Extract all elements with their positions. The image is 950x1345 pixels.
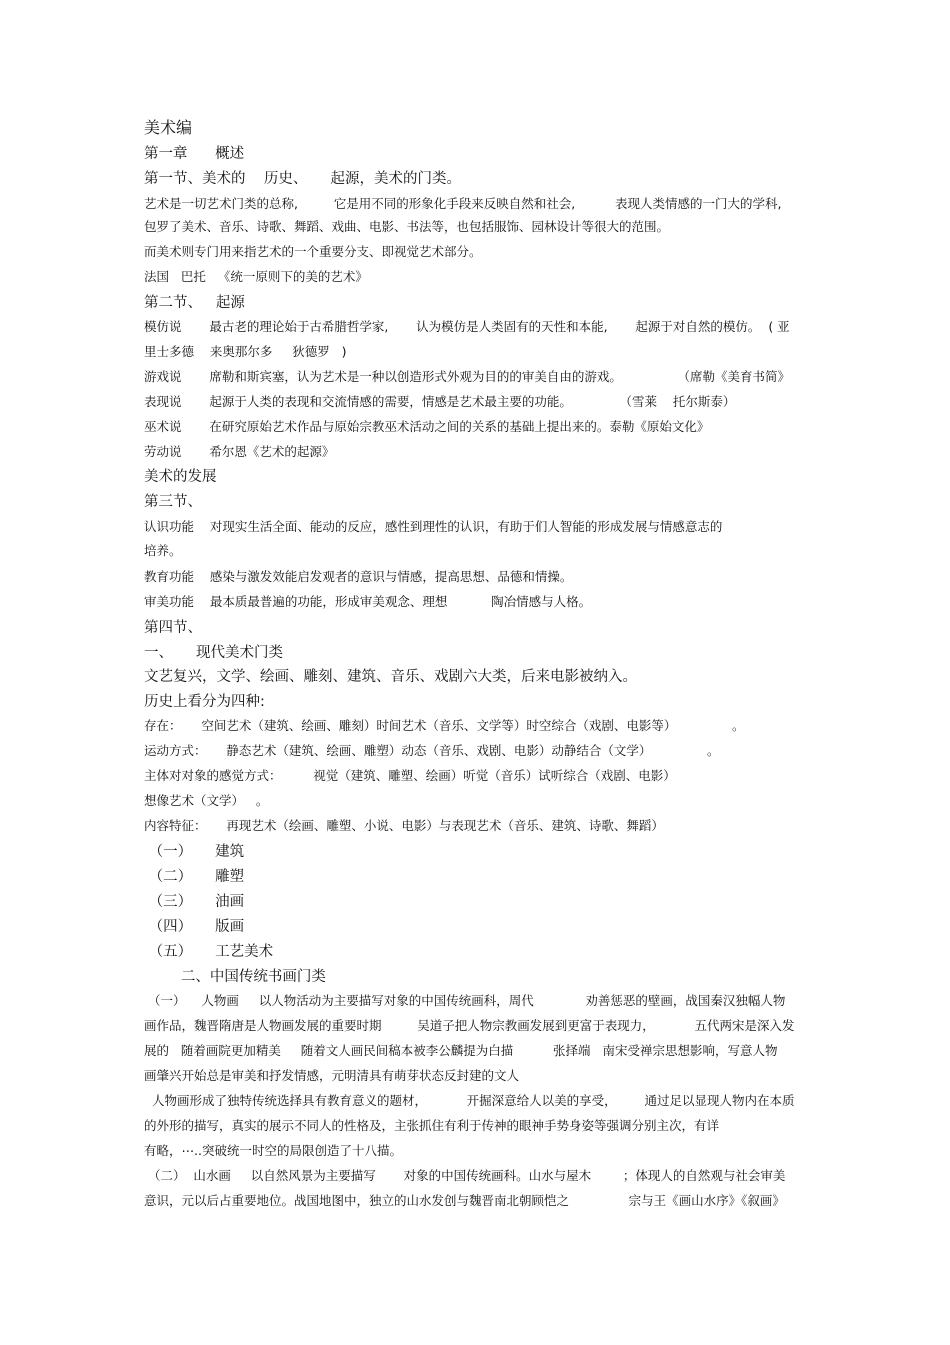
paragraph-line: 主体对对象的感觉方式： 视觉（建筑、雕塑、绘画）听觉（音乐）试听综合（戏剧、电影） xyxy=(144,768,676,783)
paragraph-line: 法国 巴托 《统一原则下的美的艺术》 xyxy=(144,269,368,284)
section-heading: 二、中国传统书画门类 xyxy=(144,969,326,985)
paragraph-line: （一） 人物画 以人物活动为主要描写对象的中国传统画科，周代 劝善惩恶的壁画，战国秦汉独幅人物 xyxy=(144,993,786,1008)
paragraph-line: 模仿说 最古老的理论始于古希腊哲学家, 认为模仿是人类固有的天性和本能, 起源于对自然的模仿。 ( 亚 xyxy=(144,319,790,334)
paragraph-line: 内容特征： 再现艺术（绘画、雕塑、小说、电影）与表现艺术（音乐、建筑、诗歌、舞蹈） xyxy=(144,818,664,833)
list-item: （四） 版画 xyxy=(144,919,245,935)
list-item: （二） 雕塑 xyxy=(144,869,245,885)
paragraph-line: 包罗了美术、音乐、诗歌、舞蹈、戏曲、电影、书法等，也包括服饰、园林设计等很大的范围。 xyxy=(144,219,670,234)
paragraph-line: 认识功能 对现实生活全面、能动的反应，感性到理性的认识，有助于们人智能的形成发展与情感意志的 xyxy=(144,519,723,534)
paragraph-line: 画作品，魏晋隋唐是人物画发展的重要时期 吴道子把人物宗教画发展到更富于表现力， 五代两宋是深入发 xyxy=(144,1018,795,1033)
paragraph-line: 存在： 空间艺术（建筑、绘画、雕刻）时间艺术（音乐、文学等）时空综合（戏剧、电影等） 。 xyxy=(144,718,745,733)
section-heading: 第一节、美术的 历史、 起源，美术的门类。 xyxy=(144,171,461,187)
paragraph-line: （二） 山水画 以自然风景为主要描写 对象的中国传统画科。山水与屋木 ；体现人的自然观与社会审美 xyxy=(144,1168,786,1183)
paragraph-line: 运动方式： 静态艺术（建筑、绘画、雕塑）动态（音乐、戏剧、电影）动静结合（文学） 。 xyxy=(144,743,720,758)
paragraph-line: 表现说 起源于人类的表现和交流情感的需要，情感是艺术最主要的功能。 （雪莱 托尔斯泰） xyxy=(144,394,736,409)
list-item: （三） 油画 xyxy=(144,894,245,910)
paragraph-line: 艺术是一切艺术门类的总称, 它是用不同的形象化手段来反映自然和社会, 表现人类情感的一门大的学科, xyxy=(144,196,782,211)
paragraph-line: 审美功能 最本质最普遍的功能，形成审美观念、理想 陶冶情感与人格。 xyxy=(144,594,592,609)
paragraph-line: 想像艺术（文学） 。 xyxy=(144,793,269,808)
paragraph-line: 培养。 xyxy=(144,543,182,558)
paragraph-line: 有略，⋯..突破统一时空的局限创造了十八描。 xyxy=(144,1143,402,1158)
paragraph-line: 巫术说 在研究原始艺术作品与原始宗教巫术活动之间的关系的基础上提出来的。泰勒《原始文化》 xyxy=(144,419,710,434)
paragraph-line: 人物画形成了独特传统选择具有教育意义的题材， 开掘深意给人以美的享受， 通过足以显现人物内在本质 xyxy=(144,1093,795,1108)
section-heading: 第四节、 xyxy=(144,620,202,636)
section-heading: 一、 现代美术门类 xyxy=(144,645,284,661)
section-heading: 第二节、 起源 xyxy=(144,295,245,311)
paragraph-line: 教育功能 感染与激发效能启发观者的意识与情感，提高思想、品德和情操。 xyxy=(144,569,573,584)
list-item: （五） 工艺美术 xyxy=(144,944,274,960)
section-heading: 美术的发展 xyxy=(144,469,217,485)
paragraph-line: 意识，元以后占重要地位。战国地图中，独立的山水发创与魏晋南北朝顾恺之 宗与王《画山水序》《叙画》 xyxy=(144,1193,785,1208)
paragraph-line: 游戏说 席勒和斯宾塞，认为艺术是一种以创造形式外观为目的的审美自由的游戏。 （席勒《美育书简》 xyxy=(144,369,790,384)
paragraph-line: 展的 随着画院更加精美 随着文人画民间稿本被李公麟提为白描 张择端 南宋受禅宗思想影响，写意人物 xyxy=(144,1043,778,1058)
chapter-heading: 第一章 概述 xyxy=(144,146,245,162)
paragraph-line: 劳动说 希尔恩《艺术的起源》 xyxy=(144,444,335,459)
paragraph-line: 文艺复兴，文学、绘画、雕刻、建筑、音乐、戏剧六大类，后来电影被纳入。 xyxy=(144,669,637,685)
paragraph-line: 历史上看分为四种: xyxy=(144,694,265,710)
paragraph-line: 而美术则专门用来指艺术的一个重要分支、即视觉艺术部分。 xyxy=(144,244,482,259)
paragraph-line: 里士多德 来奥那尔多 狄德罗 ) xyxy=(144,344,347,359)
paragraph-line: 的外形的描写，真实的展示不同人的性格及，主张抓住有利于传神的眼神手势身姿等强调分别主次，有详 xyxy=(144,1118,720,1133)
section-heading: 第三节、 xyxy=(144,494,202,510)
paragraph-line: 画肇兴开始总是审美和抒发情感，元明清具有萌芽状态反封建的文人 xyxy=(144,1068,520,1083)
document-title: 美术编 xyxy=(144,118,193,137)
list-item: （一） 建筑 xyxy=(144,844,245,860)
